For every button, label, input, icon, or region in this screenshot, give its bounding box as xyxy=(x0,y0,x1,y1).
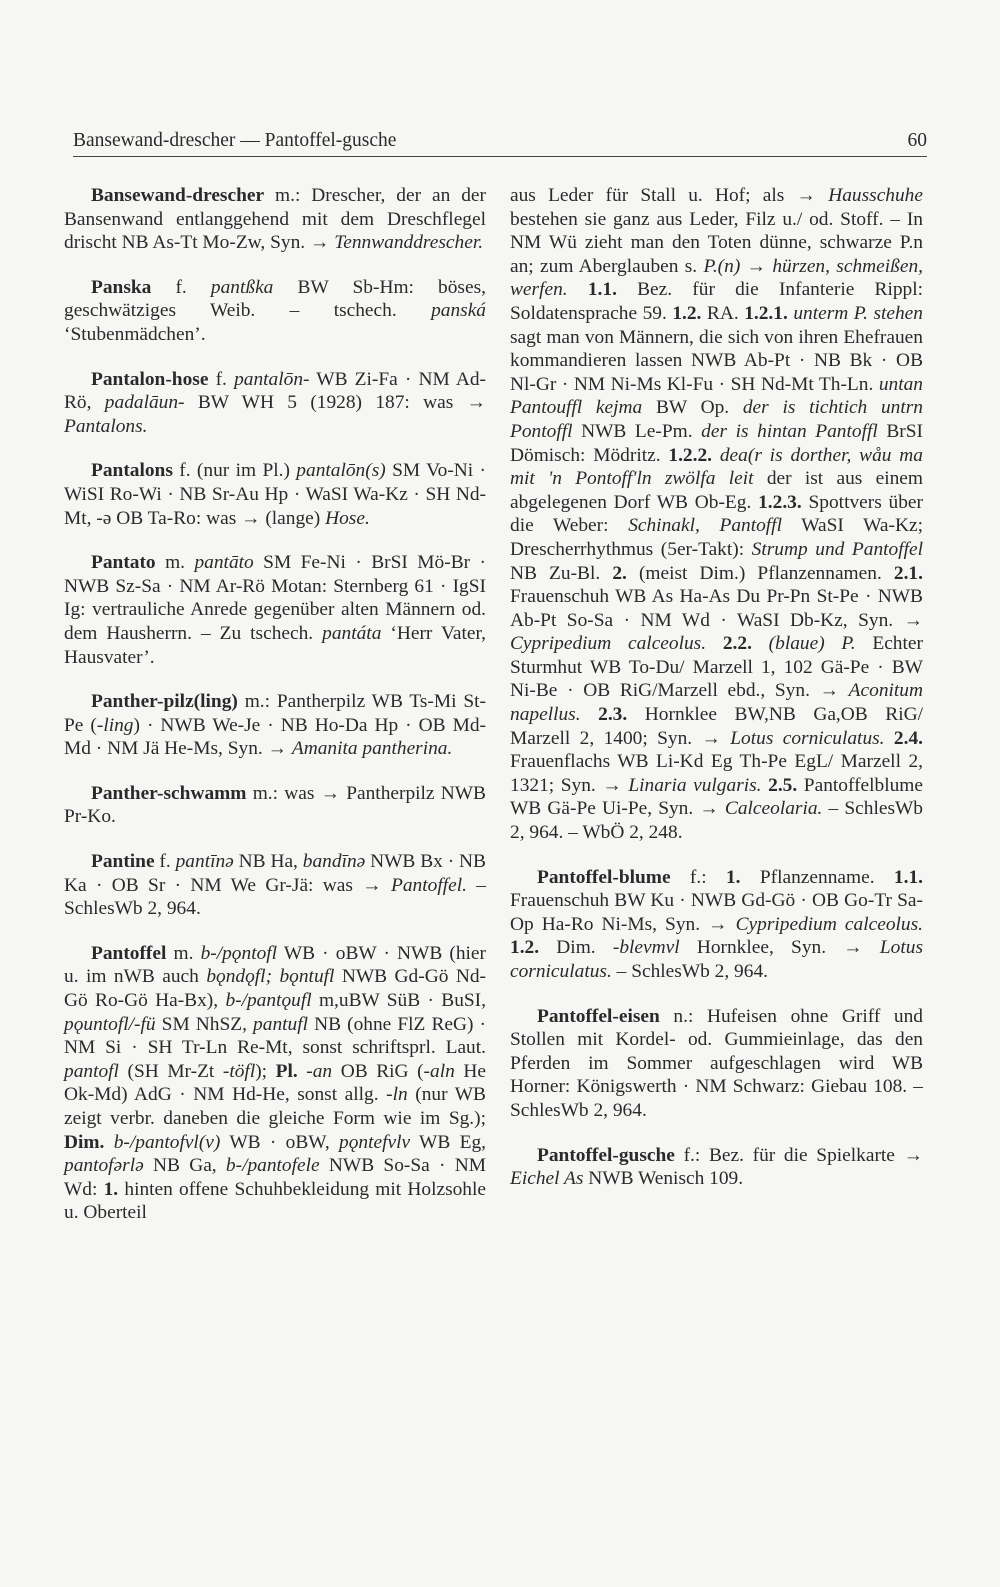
entry-text: NWB Gd-Gö Nd-Gö Ro-Gö Ha-Bx), xyxy=(64,966,486,1012)
entry-text: NWB Bx · NB Ka · OB Sr · NM We Gr-Jä: was → xyxy=(64,851,486,896)
italic-term: b-/pǫntofl xyxy=(200,942,278,964)
entry-text xyxy=(298,1061,307,1082)
entry-text: NB Zu-Bl. xyxy=(510,562,613,584)
entry-text: Frauenschuh BW Ku · NWB Gd-Gö · OB Go-Tr Sa-Op Ha-Ro Ni-Ms, Syn. → xyxy=(510,890,923,935)
dictionary-entry xyxy=(64,942,486,1225)
italic-term: -aln xyxy=(423,1060,455,1082)
entry-text xyxy=(706,633,723,654)
italic-term: pantofl xyxy=(64,1060,119,1082)
sense-number: 1.1. xyxy=(587,279,617,301)
entry-text: BW Op. xyxy=(642,397,743,419)
italic-term: pǫuntofl/-fü xyxy=(64,1013,156,1035)
running-header xyxy=(73,130,927,157)
entry-text: f. (nur im Pl.) xyxy=(172,460,297,482)
dictionary-entry xyxy=(510,1005,923,1123)
entry-text: NWB Le-Pm. xyxy=(572,420,702,442)
entry-text: ) · NWB We-Je · NB Ho-Da Hp · OB Md-Md · NM Jä He-Ms, Syn. → xyxy=(64,714,486,760)
entry-headword: Pantalon-hose xyxy=(91,368,209,390)
entry-headword: Pantalons xyxy=(91,460,173,482)
italic-term: unterm P. stehen xyxy=(793,302,923,324)
italic-term: pantalōn(s) xyxy=(296,460,386,482)
italic-term: Hose. xyxy=(325,507,370,529)
page-number: 60 xyxy=(907,130,927,151)
sense-number: 2.3. xyxy=(598,704,628,726)
entry-text: NB Ga, xyxy=(143,1155,226,1177)
entry-text: – SchlesWb 2, 964. xyxy=(64,874,486,920)
dictionary-entry xyxy=(64,368,486,439)
entry-text: m. xyxy=(166,942,201,964)
entry-text: Dim. xyxy=(539,937,613,959)
dictionary-entry xyxy=(510,866,923,984)
entry-text: – SchlesWb 2, 964. xyxy=(611,961,768,982)
sense-number: Pl. xyxy=(275,1060,298,1082)
entry-text xyxy=(885,728,894,749)
entry-text: – SchlesWb 2, 964. – WbÖ 2, 248. xyxy=(510,798,923,844)
italic-term: bandīnə xyxy=(302,851,366,873)
italic-term: padalāun- xyxy=(104,392,185,414)
entry-text: hinten offene Schuhbekleidung mit Holzsohle u. Oberteil xyxy=(64,1178,486,1224)
dictionary-entry xyxy=(64,782,486,829)
sense-number: 2. xyxy=(612,562,627,584)
entry-text: der ist aus einem abgelegenen Dorf WB Ob-Eg. xyxy=(510,468,924,513)
italic-term: -ln xyxy=(386,1084,408,1106)
italic-term: Linaria vulgaris. xyxy=(628,774,762,796)
italic-term: P.(n) xyxy=(703,255,741,277)
entry-text xyxy=(581,704,599,725)
dictionary-entry xyxy=(64,850,486,921)
entry-text: ‘Stubenmädchen’. xyxy=(64,323,206,345)
entry-text: (SH Mr-Zt xyxy=(118,1060,223,1082)
entry-text: WB Eg, xyxy=(410,1131,486,1153)
entry-text: BW Sb-Hm: böses, geschwätziges Weib. – tschech. xyxy=(64,276,486,322)
entry-text: Pantoffelblume WB Gä-Pe Ui-Pe, Syn. → xyxy=(510,774,923,820)
italic-term: b-/pantofele xyxy=(225,1155,320,1177)
italic-term: -an xyxy=(306,1060,333,1082)
entry-text: Hornklee, Syn. → xyxy=(679,937,880,959)
italic-term: -blevmvl xyxy=(612,937,680,959)
entry-text: SM NhSZ, xyxy=(155,1013,254,1035)
italic-term: panská xyxy=(431,300,486,322)
entry-text: f.: xyxy=(670,866,726,888)
italic-term: Calceolaria. xyxy=(724,798,823,820)
entry-text: f.: Bez. für die Spielkarte → xyxy=(674,1144,923,1166)
entry-text: aus Leder für Stall u. Hof; als → xyxy=(510,185,829,206)
dictionary-entry xyxy=(64,690,486,761)
entry-text xyxy=(752,633,769,654)
italic-term: Lotus corniculatus. xyxy=(730,727,885,749)
italic-term: Hausschuhe xyxy=(828,185,923,206)
italic-term: Pantoffel. xyxy=(391,874,467,896)
entry-text: Pflanzenname. xyxy=(740,866,894,888)
italic-term: (blaue) P. xyxy=(768,633,856,655)
italic-term: pantīnə xyxy=(175,851,234,873)
dictionary-entry xyxy=(510,1144,923,1191)
entry-text: WB · oBW, xyxy=(220,1131,339,1153)
italic-term: der is tichtich untrn Pontoffl xyxy=(510,397,924,442)
entry-text: m. xyxy=(155,552,195,574)
entry-text: sagt man von Männern, die sich von ihren Ehefrauen kommandieren lassen NWB Ab-Pt · NB Bk · OB Nl-Gr · NM Ni-Ms Kl-Fu · SH Nd-Mt Th-Ln. xyxy=(510,326,923,395)
entry-headword: Pantoffel-eisen xyxy=(537,1005,660,1027)
italic-term: b-/pantofvl(v) xyxy=(113,1131,221,1153)
right-column xyxy=(510,184,923,1212)
entry-text: BW WH 5 (1928) 187: was → xyxy=(184,392,486,414)
italic-term: Tennwanddrescher. xyxy=(334,232,484,254)
italic-term: untan Pantouffl kejma xyxy=(510,373,923,419)
entry-text: He Ok-Md) AdG · NM Hd-He, sonst allg. xyxy=(64,1060,486,1106)
entry-text: NWB So-Sa · NM Wd: xyxy=(64,1155,486,1200)
dictionary-entry xyxy=(64,459,486,530)
italic-term: Aconitum napellus. xyxy=(510,680,923,726)
sense-number: 2.4. xyxy=(893,727,924,749)
sense-number: 1.2.2. xyxy=(668,444,713,466)
entry-headword: Pantato xyxy=(91,552,156,574)
entry-text: (meist Dim.) Pflanzennamen. xyxy=(626,562,894,584)
entry-text: NB (ohne FlZ ReG) · NM Si · SH Tr-Ln Re-Mt, sonst schriftsprl. Laut. xyxy=(64,1013,486,1059)
entry-text: Bez. für die Infanterie Rippl: Soldatensprache 59. xyxy=(510,279,924,324)
entry-text: → xyxy=(740,255,773,277)
entry-text: Spottvers über die Weber: xyxy=(510,491,923,537)
italic-term: Cypripedium calceolus. xyxy=(735,913,923,935)
entry-text: f. xyxy=(208,368,235,390)
entry-text: (nur WB zeigt verbr. daneben die gleiche Form wie im Sg.); xyxy=(64,1084,486,1129)
italic-term: pantāto xyxy=(194,552,254,574)
sense-number: 2.2. xyxy=(722,633,752,655)
italic-term: Strump und Pantoffel xyxy=(751,538,923,560)
italic-term: hürzen, schmeißen, werfen. xyxy=(510,255,923,301)
sense-number: 1.2. xyxy=(510,937,540,959)
entry-headword: Panska xyxy=(91,276,152,298)
sense-number: 2.5. xyxy=(768,774,798,796)
entry-text: WB · oBW · NWB (hier u. im nWB auch xyxy=(64,942,486,988)
italic-term: Lotus corniculatus. xyxy=(510,937,923,982)
italic-term: dea(r is dorther, wåu ma mit 'n Pontoff'ln zwölfa leit xyxy=(510,444,923,490)
sense-number: 1. xyxy=(103,1178,119,1200)
entry-text: bestehen sie ganz aus Leder, Filz u./ od. Stoff. – In NM Wü zieht man den Toten dünne, schwarze P.n an; zum Aberglauben s. xyxy=(510,208,923,277)
entry-headword: Bansewand-drescher xyxy=(91,185,265,206)
dictionary-entry xyxy=(64,184,486,255)
entry-text: n.: Hufeisen ohne Griff und Stollen mit Kordel- od. Gummieinlage, das den Pferden im Sommer aufgeschlagen wird WB Horner: Königswerth · NM Schwarz: Giebau 108. – SchlesWb 2, 964. xyxy=(510,1005,923,1121)
italic-term: pantufl xyxy=(253,1013,308,1035)
entry-text: Frauenflachs WB Li-Kd Eg Th-Pe EgL/ Marzell 2, 1321; Syn. → xyxy=(510,751,923,796)
sense-number: 1.2. xyxy=(672,302,702,324)
entry-text: Hornklee BW,NB Ga,OB RiG/ Marzell 2, 1400; Syn. → xyxy=(510,704,923,749)
left-column xyxy=(64,184,486,1246)
italic-term: der is hintan Pantoffl xyxy=(701,420,878,442)
italic-term: Schinakl, Pantoffl xyxy=(628,515,782,537)
entry-headword: Panther-pilz(ling) xyxy=(91,691,238,713)
entry-headword: Panther-schwamm xyxy=(91,782,247,804)
entry-text: m.: was → Pantherpilz NWB Pr-Ko. xyxy=(64,782,486,828)
entry-text: SM Fe-Ni · BrSI Mö-Br · NWB Sz-Sa · NM Ar-Rö Motan: Sternberg 61 · IgSI Ig: vertrauliche Anrede gegenüber alten Männern od. dem Hausherrn. – Zu tschech. xyxy=(64,552,486,644)
entry-text xyxy=(104,1132,113,1153)
entry-text: Echter Sturmhut WB To-Du/ Marzell 1, 102 Gä-Pe · BW Ni-Be · OB RiG/Marzell ebd., Syn. → xyxy=(510,633,923,702)
sense-number: 1.2.3. xyxy=(758,491,802,513)
entry-text: WB Zi-Fa · NM Ad-Rö, xyxy=(64,368,486,414)
entry-text: ‘Herr Vater, Hausvater’. xyxy=(64,622,486,668)
italic-term: pantofərlə xyxy=(64,1155,144,1177)
entry-text: m,uBW SüB · BuSI, xyxy=(311,990,486,1012)
dictionary-entry xyxy=(64,551,486,669)
sense-number: 1. xyxy=(725,866,741,888)
entry-text: f. xyxy=(151,276,211,298)
entry-text: BrSI Dömisch: Mödritz. xyxy=(510,420,923,466)
entry-headword: Pantoffel-gusche xyxy=(537,1144,675,1166)
dictionary-entry xyxy=(64,276,486,347)
sense-number: Dim. xyxy=(64,1131,105,1153)
sense-number: 1.1. xyxy=(893,866,923,888)
entry-text: SM Vo-Ni · WiSI Ro-Wi · NB Sr-Au Hp · WaSI Wa-Kz · SH Nd-Mt, -ə OB Ta-Ro: was → (lange) xyxy=(64,460,486,529)
entry-headword: Pantoffel xyxy=(91,942,167,964)
entry-text: m.: Pantherpilz WB Ts-Mi St-Pe ( xyxy=(64,691,486,736)
entry-text: RA. xyxy=(701,302,745,324)
italic-term: bǫndǫfl; xyxy=(206,966,273,988)
italic-term: Amanita pantherina. xyxy=(291,738,453,760)
running-title: Bansewand-drescher — Pantoffel-gusche xyxy=(73,130,397,151)
entry-text: OB RiG ( xyxy=(332,1060,424,1082)
dictionary-entry xyxy=(510,184,923,845)
italic-term: -töfl xyxy=(222,1060,256,1082)
entry-text: NB Ha, xyxy=(233,851,303,873)
entry-text: NWB Wenisch 109. xyxy=(583,1168,744,1190)
italic-term: pantáta xyxy=(322,622,382,644)
entry-text xyxy=(712,445,720,466)
entry-text xyxy=(568,279,588,300)
entry-text: ); xyxy=(255,1060,276,1082)
entry-headword: Pantoffel-blume xyxy=(537,866,671,888)
italic-term: b-/pantǫufl xyxy=(225,990,312,1012)
italic-term: Cypripedium calceolus. xyxy=(510,633,707,655)
italic-term: Pantalons. xyxy=(64,415,148,437)
sense-number: 1.2.1. xyxy=(744,302,788,324)
entry-text: Frauenschuh WB As Ha-As Du Pr-Pn St-Pe · NWB Ab-Pt So-Sa · NM Wd · WaSI Db-Kz, Syn. → xyxy=(510,586,923,631)
sense-number: 2.1. xyxy=(893,562,923,584)
entry-text: WaSI Wa-Kz; Drescherrhythmus (5er-Takt): xyxy=(510,515,923,560)
italic-term: pantßka xyxy=(210,276,274,298)
entry-text: f. xyxy=(154,851,176,873)
entry-text: m.: Drescher, der an der Bansenwand entlanggehend mit dem Dreschflegel drischt NB As-Tt Mo-Zw, Syn. → xyxy=(64,185,486,254)
italic-term: bǫntufl xyxy=(279,966,335,988)
italic-term: pǫntefvlv xyxy=(339,1131,411,1153)
italic-term: Eichel As xyxy=(510,1168,584,1190)
italic-term: -ling xyxy=(96,714,134,736)
entry-headword: Pantine xyxy=(91,851,155,873)
italic-term: pantalōn- xyxy=(234,368,310,390)
